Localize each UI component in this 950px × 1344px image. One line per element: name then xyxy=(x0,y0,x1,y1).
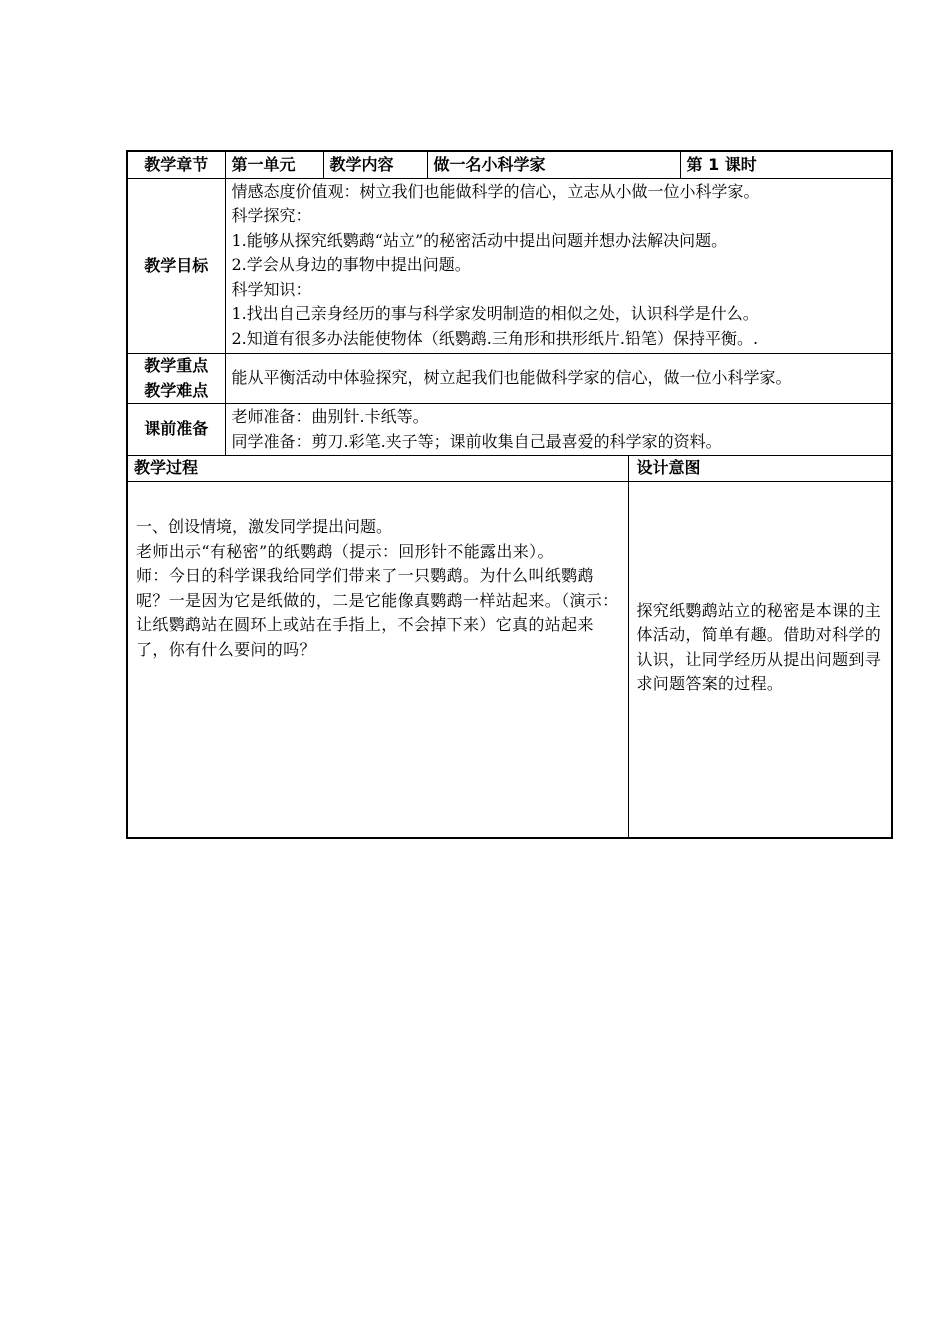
preparation-content xyxy=(225,404,892,456)
intent-label: 设计意图 xyxy=(628,456,892,482)
process-body-row xyxy=(127,482,892,839)
lesson-title: 做一名小科学家 xyxy=(427,151,680,178)
process-content xyxy=(127,482,628,839)
key-points-text xyxy=(225,354,892,404)
objective-line: 科学知识： xyxy=(231,279,312,299)
teacher-preparation: 老师准备：曲别针.卡纸等。 xyxy=(231,407,429,426)
preparation-row xyxy=(127,404,892,456)
objectives-label: 教学目标 xyxy=(127,178,225,354)
key-points-label xyxy=(127,354,225,404)
objective-line: 科学探究： xyxy=(231,206,312,225)
intent-paragraph: 探究纸鹦鹉站立的秘密是本课的主体活动，简单有趣。借助对科学的认识，让同学经历从提出问题到寻求问题答案的过程。 xyxy=(636,600,882,693)
objective-line: 2.学会从身边的事物中提出问题。 xyxy=(231,255,471,274)
key-points-paragraph: 能从平衡活动中体验探究，树立起我们也能做科学家的信心，做一位小科学家。 xyxy=(231,367,792,387)
lesson-plan-table xyxy=(126,150,893,839)
process-paragraph: 一、创设情境，激发同学提出问题。 xyxy=(136,517,393,536)
process-header-row xyxy=(127,456,892,482)
content-label: 教学内容 xyxy=(323,151,427,178)
objectives-row xyxy=(127,178,892,354)
intent-content xyxy=(628,482,892,839)
process-paragraph: 老师出示“有秘密”的纸鹦鹉（提示：回形针不能露出来）。 xyxy=(136,541,554,561)
objective-line: 1.找出自己亲身经历的事与科学家发明制造的相似之处，认识科学是什么。 xyxy=(231,304,759,323)
chapter-label: 教学章节 xyxy=(127,151,225,178)
objective-line: 情感态度价值观：树立我们也能做科学的信心，立志从小做一位小科学家。 xyxy=(231,181,760,201)
period-cell: 第 1 课时 xyxy=(680,151,892,178)
objective-line: 2.知道有很多办法能使物体（纸鹦鹉.三角形和拱形纸片.铅笔）保持平衡。. xyxy=(231,328,759,348)
student-preparation: 同学准备：剪刀.彩笔.夹子等；课前收集自己最喜爱的科学家的资料。 xyxy=(231,431,722,451)
preparation-label: 课前准备 xyxy=(127,404,225,456)
header-row xyxy=(127,151,892,178)
unit-cell: 第一单元 xyxy=(225,151,323,178)
process-paragraph: 师：今日的科学课我给同学们带来了一只鹦鹉。为什么叫纸鹦鹉呢？一是因为它是纸做的，二是它能像真鹦鹉一样站起来。（演示：让纸鹦鹉站在圆环上或站在手指上，不会掉下来）它真的站起来了，你有什么要问的吗？ xyxy=(136,566,619,659)
key-point-label: 教学重点 xyxy=(144,356,209,375)
process-label: 教学过程 xyxy=(127,456,628,482)
difficulty-label: 教学难点 xyxy=(144,380,209,400)
objective-line: 1.能够从探究纸鹦鹉“站立”的秘密活动中提出问题并想办法解决问题。 xyxy=(231,230,728,250)
objectives-content xyxy=(225,178,892,354)
key-points-row xyxy=(127,354,892,404)
